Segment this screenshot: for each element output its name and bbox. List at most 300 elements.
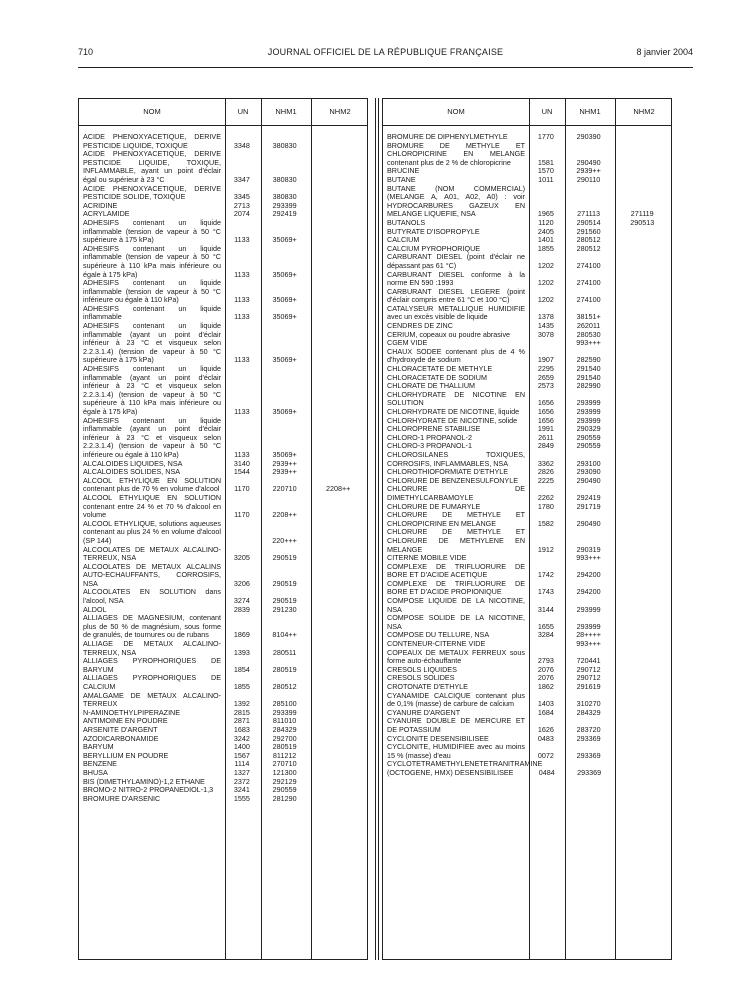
un-number-text: 3362 [537, 458, 554, 468]
un-number [224, 546, 260, 563]
un-number-text: 2076 [537, 673, 554, 683]
substance-name-text: ALCOOL ETHYLIQUE EN SOLUTION contenant plus de 70 % en volume d'alcool [83, 475, 222, 494]
un-number-text: 2826 [537, 467, 554, 477]
nhm1-code [260, 477, 310, 494]
un-number-text: 3144 [537, 604, 554, 614]
un-number [528, 649, 564, 666]
nhm2-code [309, 717, 367, 726]
un-number [528, 597, 564, 614]
nhm2-code [309, 709, 367, 718]
un-number-text: 1133 [234, 235, 250, 245]
substance-name-text: CHLORURE DE DIMETHYLCARBAMOYLE [387, 484, 526, 502]
substance-name-text: CYANURE DOUBLE DE MERCURE ET DE POTASSIUM [387, 716, 526, 734]
nhm2-code [309, 133, 367, 150]
substance-name-text: CYANAMIDE CALCIQUE contenant plus de 0,1% (masse) de carbure de calcium [387, 690, 526, 709]
un-number-text: 2871 [233, 716, 250, 726]
nhm1-code [260, 692, 310, 709]
nhm2-code [309, 279, 367, 305]
nhm1-code [260, 468, 310, 477]
un-number-text: 1855 [537, 243, 554, 253]
nhm1-code [564, 176, 614, 185]
substance-name-text: ALDOL [83, 604, 107, 614]
nhm1-code-text: 290519 [272, 596, 297, 606]
nhm2-code [309, 743, 367, 752]
un-number [528, 528, 564, 554]
un-number [528, 382, 564, 391]
substance-name [79, 477, 224, 494]
table-row [383, 717, 671, 734]
nhm2-code [613, 477, 671, 486]
nhm1-code-text: 290319 [576, 544, 601, 554]
un-number-text: 2793 [537, 656, 554, 666]
substance-name-text: BARYUM [83, 742, 114, 752]
table-row [383, 528, 671, 554]
substance-name-text: ALCOOL ETHYLIQUE EN SOLUTION contenant entre 24 % et 70 % d'alcool en volume [83, 492, 222, 520]
un-number-text: 1133 [234, 449, 250, 459]
nhm1-code-text: 284329 [576, 707, 601, 717]
substance-name-text: COMPLEXE DE TRIFLUORURE DE BORE ET D'ACIDE PROPIONIQUE [387, 578, 526, 597]
substance-name-text: BROMURE DE DIPHENYLMETHYLE [387, 132, 508, 141]
nhm1-code [260, 279, 310, 305]
substance-name-text: CROTONATE D'ETHYLE [387, 682, 468, 691]
nhm1-code [564, 288, 614, 305]
nhm1-code [564, 580, 614, 597]
table-row [79, 760, 367, 769]
nhm2-code [613, 717, 671, 734]
nhm2-code [613, 288, 671, 305]
substance-name-text: CHLORACETATE DE SODIUM [387, 372, 487, 382]
substance-name [383, 142, 528, 168]
nhm1-code [260, 563, 310, 589]
header-rule [78, 67, 693, 68]
un-number-text: 1780 [537, 501, 554, 511]
nhm1-code [260, 795, 310, 804]
un-number-text: 2372 [233, 776, 250, 786]
nhm2-code [613, 597, 671, 614]
table-header [79, 99, 367, 126]
table-row [79, 640, 367, 657]
nhm1-code-text: 284329 [272, 724, 297, 734]
nhm1-code-text: 293369 [576, 733, 601, 743]
nhm1-code-text: 290329 [576, 424, 601, 434]
un-number [224, 185, 260, 202]
un-number [224, 795, 260, 804]
nhm1-code [564, 735, 614, 744]
un-number-text: 1202 [537, 295, 554, 305]
un-number-text: 1170 [234, 484, 250, 494]
un-number [224, 150, 260, 184]
table-row [383, 348, 671, 365]
substance-name [79, 305, 224, 322]
table-row [79, 133, 367, 150]
nhm1-code-text: 290514 [576, 217, 601, 227]
nhm2-code [613, 511, 671, 528]
nhm2-code [613, 743, 671, 760]
nhm1-code-text: 293999 [576, 407, 601, 416]
nhm1-code-text: 993+++ [576, 639, 601, 649]
nhm2-code [309, 588, 367, 605]
col-header-nom: NOM [143, 107, 161, 116]
nhm2-code [613, 185, 671, 219]
un-number-text: 1133 [234, 407, 250, 416]
table-row [383, 485, 671, 502]
substance-name-text: CERIUM, copeaux ou poudre abrasive [387, 329, 511, 339]
nhm2-code [309, 778, 367, 787]
un-number [528, 305, 564, 322]
substance-name-text: BUTANE (NOM COMMERCIAL) (MELANGE A, A01, A02, A0) : voir HYDROCARBURES GAZEUX EN MELANGE LIQUEFIE, NSA [387, 183, 526, 219]
un-number-text: 2076 [537, 664, 554, 674]
nhm1-code [260, 520, 310, 546]
table-row [383, 391, 671, 408]
nhm1-code [260, 219, 310, 245]
un-number-text: 2839 [233, 604, 250, 614]
nhm1-code-text: 380830 [272, 192, 297, 202]
nhm1-code [564, 709, 614, 718]
un-number-text: 2573 [537, 381, 554, 391]
nhm1-code-text: 274100 [576, 278, 601, 288]
nhm2-code [613, 305, 671, 322]
nhm2-code [309, 494, 367, 520]
table-row [79, 245, 367, 279]
col-header-nhm1: NHM1 [579, 107, 601, 116]
nhm2-code [613, 339, 671, 348]
un-number-text: 1378 [537, 312, 554, 322]
table-row [79, 692, 367, 709]
nhm1-code-text: 293369 [576, 750, 601, 760]
nhm1-code-text: 270710 [272, 759, 297, 769]
substance-name [79, 692, 224, 709]
nhm1-code-text: 280512 [576, 235, 601, 245]
nhm2-code [613, 391, 671, 408]
un-number [224, 674, 260, 691]
un-number-text: 2659 [537, 372, 554, 382]
substance-name [383, 305, 528, 322]
nhm1-code-text: 290519 [272, 553, 297, 563]
nhm1-code [260, 588, 310, 605]
un-number-text: 1011 [538, 174, 554, 184]
un-number-text: 1133 [234, 295, 250, 305]
nhm1-code-text: 290712 [576, 673, 601, 683]
un-number [528, 245, 564, 254]
table-row [383, 271, 671, 288]
nhm1-code [564, 442, 614, 451]
nhm2-code [613, 382, 671, 391]
nhm2-code-text: 271119 [630, 209, 654, 219]
nhm1-code-text: 282990 [576, 381, 601, 391]
un-number [528, 563, 564, 580]
nhm2-code [613, 236, 671, 245]
un-number-text: 0483 [537, 733, 554, 743]
table-row [383, 305, 671, 322]
substance-name-text: CHLOROSILANES TOXIQUES, CORROSIFS, INFLAMMABLES, NSA [387, 449, 526, 468]
nhm1-code-text: 282590 [576, 355, 601, 365]
nhm1-code [564, 271, 614, 288]
nhm2-code [613, 735, 671, 744]
nhm1-code-text: 380830 [272, 140, 297, 150]
nhm1-code-text: 380830 [272, 174, 297, 184]
un-number-text: 1567 [233, 750, 250, 760]
substance-name [79, 674, 224, 691]
substance-name-text: AZODICARBONAMIDE [83, 733, 159, 743]
nhm1-code-text: 290712 [576, 664, 601, 674]
nhm2-code [613, 142, 671, 168]
table-row [383, 563, 671, 580]
un-number-text: 1626 [537, 724, 554, 734]
nhm1-code [260, 494, 310, 520]
nhm2-code [309, 752, 367, 761]
nhm2-code [613, 442, 671, 451]
un-number-text: 1555 [233, 793, 250, 803]
substance-name [383, 717, 528, 734]
nhm2-code [309, 468, 367, 477]
un-number [528, 253, 564, 270]
nhm2-code [613, 374, 671, 383]
substance-name [79, 563, 224, 589]
nhm2-code [309, 786, 367, 795]
un-number [224, 588, 260, 605]
nhm1-code [260, 305, 310, 322]
substance-name [79, 588, 224, 605]
center-divider [375, 98, 376, 960]
nhm1-code-text: 280512 [272, 682, 297, 691]
nhm2-code [613, 631, 671, 640]
nhm2-code [613, 322, 671, 331]
nhm1-code [564, 382, 614, 391]
un-number-text: 3348 [233, 140, 250, 150]
table-row [383, 743, 671, 760]
substance-name-text: BRUCINE [387, 166, 420, 176]
nhm1-code-text: 292129 [272, 776, 297, 786]
nhm1-code [260, 185, 310, 202]
nhm1-code-text: 2939++ [272, 467, 297, 477]
un-number-text: 1114 [234, 759, 250, 769]
substance-name-text: ARSENITE D'ARGENT [83, 724, 158, 734]
nhm1-code [565, 760, 614, 777]
un-number [528, 735, 564, 744]
nhm1-code-text: 283720 [576, 724, 601, 734]
substance-name-text: AMALGAME DE METAUX ALCALINO-TERREUX [83, 690, 222, 709]
nhm1-code-text: 35069+ [272, 407, 297, 416]
un-number-text: 1854 [233, 664, 250, 674]
nhm1-code-text: 720441 [576, 656, 601, 666]
un-number [528, 580, 564, 597]
nhm2-code [613, 683, 671, 692]
table-row [79, 417, 367, 460]
substance-name-text: ADHESIFS contenant un liquide inflammable (tension de vapeur à 50 °C supérieure à 110 kPa mais inférieure ou égale à 175 kPa) [83, 243, 222, 279]
un-number-text: 1581 [537, 157, 554, 167]
nhm2-code [613, 666, 671, 675]
nhm1-code [564, 253, 614, 270]
col-header-un: UN [237, 107, 249, 116]
table-row [383, 649, 671, 666]
un-number-text: 3206 [233, 578, 250, 588]
nhm2-code [309, 692, 367, 709]
un-number-text: 1401 [537, 235, 554, 245]
nhm2-code-text: 290513 [630, 217, 655, 227]
nhm2-code [309, 614, 367, 640]
nhm1-code-text: 8104++ [272, 630, 297, 640]
nhm2-code [613, 649, 671, 666]
table-row [383, 597, 671, 614]
un-number-text: 1582 [537, 518, 554, 528]
nhm2-code [613, 253, 671, 270]
table-row [79, 614, 367, 640]
nhm2-code [613, 640, 671, 649]
nhm2-code [613, 425, 671, 434]
un-number-text: 1743 [537, 587, 554, 597]
table-row [383, 580, 671, 597]
nhm1-code [260, 606, 310, 615]
nhm1-code [260, 546, 310, 563]
un-number [528, 511, 564, 528]
un-number-text: 1683 [233, 724, 250, 734]
un-number-text: 3241 [233, 785, 250, 795]
substance-name-text: ADHESIFS contenant un liquide inflammable (ayant un point d'éclair inférieur à 23 °C et visqueux selon 2.2.3.1.4) (tension de vapeur à 50 °C supérieure à 175 kPa) [83, 321, 222, 365]
nhm2-code [309, 185, 367, 202]
substance-name-text: CGEM VIDE [387, 338, 428, 348]
nhm1-code-text: 293999 [576, 621, 601, 631]
un-number-text: 1991 [537, 424, 554, 434]
un-number-text: 3242 [233, 733, 250, 743]
un-number [528, 640, 564, 649]
nhm1-code [564, 391, 614, 408]
substance-name-text: ACIDE PHENOXYACETIQUE, DERIVE PESTICIDE LIQUIDE, TOXIQUE [83, 132, 222, 150]
un-number [224, 305, 260, 322]
nhm1-code-text: 294200 [576, 587, 601, 597]
substance-name [79, 657, 224, 674]
un-number [224, 477, 260, 494]
substance-name [79, 279, 224, 305]
un-number-text: 1862 [537, 682, 554, 691]
substance-name-text: BROMURE D'ARSENIC [83, 793, 161, 803]
nhm1-code-text: 293100 [576, 458, 601, 468]
nhm2-code [613, 528, 671, 554]
un-number-text: 2295 [537, 364, 554, 374]
nhm1-code-text: 281290 [272, 793, 297, 803]
nhm2-code [309, 640, 367, 657]
nhm2-code [613, 219, 671, 228]
nhm1-code-text: 35069+ [272, 355, 297, 365]
page-number: 710 [78, 47, 94, 57]
un-number [224, 365, 260, 417]
substance-name [79, 640, 224, 657]
un-number [224, 614, 260, 640]
nhm2-code [309, 202, 367, 211]
substance-name-text: ADHESIFS contenant un liquide inflammable (ayant un point d'éclair inférieur à 23 °C et visqueux selon 2.2.3.1.4) (tension de vapeur à 50 °C supérieure à 110 kPa mais inférieure ou égale à 175 kPa) [83, 364, 222, 416]
un-number [528, 717, 564, 734]
un-number [224, 219, 260, 245]
un-number [528, 185, 564, 219]
nhm1-code-text: 262011 [576, 321, 601, 331]
nhm2-code [613, 434, 671, 443]
un-number-text: 2262 [537, 492, 554, 502]
substance-name-text: CARBURANT DIESEL conforme à la norme EN 590 :1993 [387, 269, 526, 288]
un-number-text: 1570 [537, 166, 554, 176]
table-row [79, 494, 367, 520]
table-row [79, 365, 367, 417]
nhm2-code [613, 563, 671, 580]
substance-name-text: ADHESIFS contenant un liquide inflammable (ayant un point d'éclair inférieur à 23 °C et visqueux selon 2.2.3.1.4) (tension de vapeur à 50 °C inférieure ou égale à 110 kPa) [83, 415, 222, 459]
substance-name-text: ACRIDINE [83, 200, 118, 210]
nhm2-code [309, 150, 367, 184]
nhm1-code-text: 993+++ [576, 553, 601, 563]
nhm1-code-text: 274100 [576, 260, 601, 270]
substance-name [383, 614, 528, 631]
substance-name-text: CYCLOTETRAMETHYLENETETRANITRAMINE (OCTOGENE, HMX) DESENSIBILISEE [387, 759, 543, 777]
un-number-text: 0072 [537, 750, 554, 760]
un-number-text: 1855 [233, 682, 250, 691]
substance-name-text: ALLIAGES PYROPHORIQUES DE BARYUM [83, 656, 222, 674]
nhm1-code-text: 293399 [272, 200, 297, 210]
substance-name-text: CARBURANT DIESEL LEGERE (point d'éclair compris entre 61 °C et 100 °C) [387, 286, 526, 305]
un-number-text: 1907 [537, 355, 554, 365]
nhm2-code [309, 769, 367, 778]
substance-name-text: ADHESIFS contenant un liquide inflammable [83, 303, 222, 322]
nhm1-code-text: 220+++ [272, 535, 297, 545]
nhm1-code [564, 597, 614, 614]
substance-name-text: ALCALOIDES SOLIDES, NSA [83, 467, 181, 477]
un-number [528, 391, 564, 408]
nhm1-code [564, 245, 614, 254]
un-number-text: 1912 [537, 544, 554, 554]
substance-name-text: CATALYSEUR METALLIQUE HUMIDIFIE avec un excès visible de liquide [387, 303, 526, 322]
col-header-nom: NOM [447, 107, 465, 116]
substance-name-text: ALLIAGE DE METAUX ALCALINO-TERREUX, NSA [83, 639, 222, 657]
substance-name-text: CHLORURE DE METHYLE ET CHLORURE DE METHYLENE EN MELANGE [387, 527, 526, 554]
nhm1-code-text: 35069+ [272, 235, 297, 245]
table-row [79, 563, 367, 589]
substance-name [79, 614, 224, 640]
table-row [383, 451, 671, 468]
substance-name-text: ALLIAGES DE MAGNESIUM, contenant plus de 50 % de magnésium, sous forme de granulés, de tournures ou de rubans [83, 613, 222, 640]
nhm1-code-text: 2939++ [272, 458, 297, 468]
nhm1-code [260, 417, 310, 460]
nhm2-code [309, 726, 367, 735]
substance-name [79, 185, 224, 202]
nhm2-code [613, 709, 671, 718]
table-row [79, 322, 367, 365]
substance-name [383, 597, 528, 614]
nhm2-code [613, 503, 671, 512]
table-body [383, 133, 671, 778]
substance-name [383, 528, 528, 554]
nhm1-code-text: 290110 [576, 174, 601, 184]
nhm1-code-text: 28++++ [576, 630, 601, 640]
nhm2-code [613, 468, 671, 477]
table-row [79, 752, 367, 761]
nhm2-code [613, 331, 671, 340]
nhm1-code-text: 293090 [576, 467, 601, 477]
nhm1-code [260, 640, 310, 657]
nhm1-code [564, 133, 614, 142]
nhm1-code [260, 133, 310, 150]
table-row [79, 588, 367, 605]
nhm1-code-text: 220710 [272, 484, 297, 494]
nhm1-code [564, 683, 614, 692]
substance-name-text: CHAUX SODEE contenant plus de 4 % d'hydroxyde de sodium [387, 346, 526, 365]
nhm1-code-text: 35069+ [272, 449, 297, 459]
un-number-text: 1202 [537, 278, 554, 288]
un-number-text: 1770 [537, 132, 554, 141]
nhm1-code-text: 293399 [272, 707, 297, 717]
substance-name-text: COMPLEXE DE TRIFLUORURE DE BORE ET D'ACIDE ACETIQUE [387, 561, 526, 580]
nhm1-code [564, 554, 614, 563]
nhm2-code [309, 477, 367, 494]
nhm1-code [564, 743, 614, 760]
nhm1-code [564, 142, 614, 168]
nhm1-code-text: 35069+ [272, 295, 297, 305]
nhm2-code [309, 219, 367, 245]
